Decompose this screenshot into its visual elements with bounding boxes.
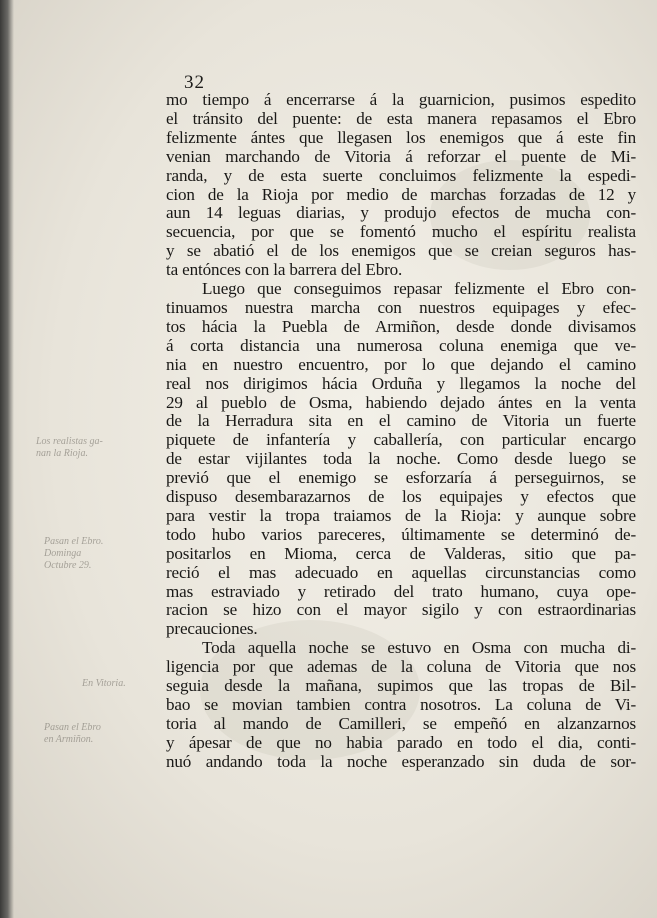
text-line: dispuso desembarazarnos de los equipajes y efectos que	[166, 487, 636, 507]
text-line: aun 14 leguas diarias, y produjo efectos de mucha con-	[166, 203, 636, 223]
text-line: de estar vijilantes toda la noche. Como desde luego se	[166, 449, 636, 469]
text-line: Luego que conseguimos repasar felizmente el Ebro con-	[202, 279, 636, 299]
bleed-through-note: Pasan el Ebro en Armiñon.	[44, 722, 101, 745]
bleed-through-note: En Vitoria.	[82, 678, 126, 689]
text-line: reció el mas adecuado en aquellas circunstancias como	[166, 562, 636, 582]
text-line: seguia desde la mañana, supimos que las tropas de Bil-	[166, 676, 636, 696]
text-line: real nos dirigimos hácia Orduña y llegamos la noche del	[166, 373, 636, 393]
body-text	[166, 91, 636, 772]
text-line: racion se hizo con el mayor sigilo y con estraordinarias	[166, 600, 636, 620]
text-line: el tránsito del puente: de esta manera repasamos el Ebro	[166, 108, 636, 128]
text-line: Toda aquella noche se estuvo en Osma con mucha di-	[202, 638, 636, 658]
book-spine-shadow	[0, 0, 14, 918]
text-line: tos hácia la Puebla de Armiñon, desde donde divisamos	[166, 316, 636, 336]
bleed-through-note: Los realistas ga- nan la Rioja.	[36, 436, 103, 459]
text-line: nia en nuestro encuentro, por lo que dejando el camino	[166, 354, 636, 374]
text-line: venian marchando de Vitoria á reforzar el puente de Mi-	[166, 146, 636, 166]
bleed-through-note: Pasan el Ebro. Dominga Octubre 29.	[44, 536, 104, 571]
text-line: precauciones.	[166, 619, 258, 639]
text-line: todo hubo varios pareceres, últimamente se determinó de-	[166, 524, 636, 544]
text-line: previó que el enemigo se esforzaría á perseguirnos, se	[166, 468, 636, 488]
text-line: á corta distancia una numerosa coluna enemiga que ve-	[166, 335, 636, 355]
text-line: positarlos en Mioma, cerca de Valderas, sitio que pa-	[166, 543, 636, 563]
text-line: mo tiempo á encerrarse á la guarnicion, pusimos espedito	[166, 90, 636, 109]
text-line: para vestir la tropa traiamos de la Rioja: y aunque sobre	[166, 505, 636, 525]
text-line: nuó andando toda la noche esperanzado sin duda de sor-	[166, 751, 636, 771]
page-number: 32	[184, 72, 205, 93]
text-line: y se abatió el de los enemigos que se creian seguros has-	[166, 241, 636, 261]
text-line: secuencia, por que se fomentó mucho el espíritu realista	[166, 222, 636, 242]
text-line: tinuamos nuestra marcha con nuestros equipages y efec-	[166, 297, 636, 317]
text-line: toria al mando de Camilleri, se empeñó en alzanzarnos	[166, 713, 636, 733]
text-line: felizmente ántes que llegasen los enemigos que á este fin	[166, 127, 636, 147]
text-line: mas estraviado y retirado del trato humano, cuya ope-	[166, 581, 636, 601]
text-line: randa, y de esta suerte concluimos felizmente la espedi-	[166, 165, 636, 185]
text-line: ligencia por que ademas de la coluna de Vitoria que nos	[166, 657, 636, 677]
text-line: de la Herradura sita en el camino de Vitoria un fuerte	[166, 411, 636, 431]
text-line: ta entónces con la barrera del Ebro.	[166, 260, 403, 280]
text-line: y ápesar de que no habia parado en todo el dia, conti-	[166, 732, 636, 752]
text-line: bao se movian tambien contra nosotros. La coluna de Vi-	[166, 695, 636, 714]
text-line: 29 al pueblo de Osma, habiendo dejado ántes en la venta	[166, 392, 636, 412]
text-line: piquete de infantería y caballería, con particular encargo	[166, 430, 636, 450]
text-line: cion de la Rioja por medio de marchas forzadas de 12 y	[166, 184, 636, 204]
